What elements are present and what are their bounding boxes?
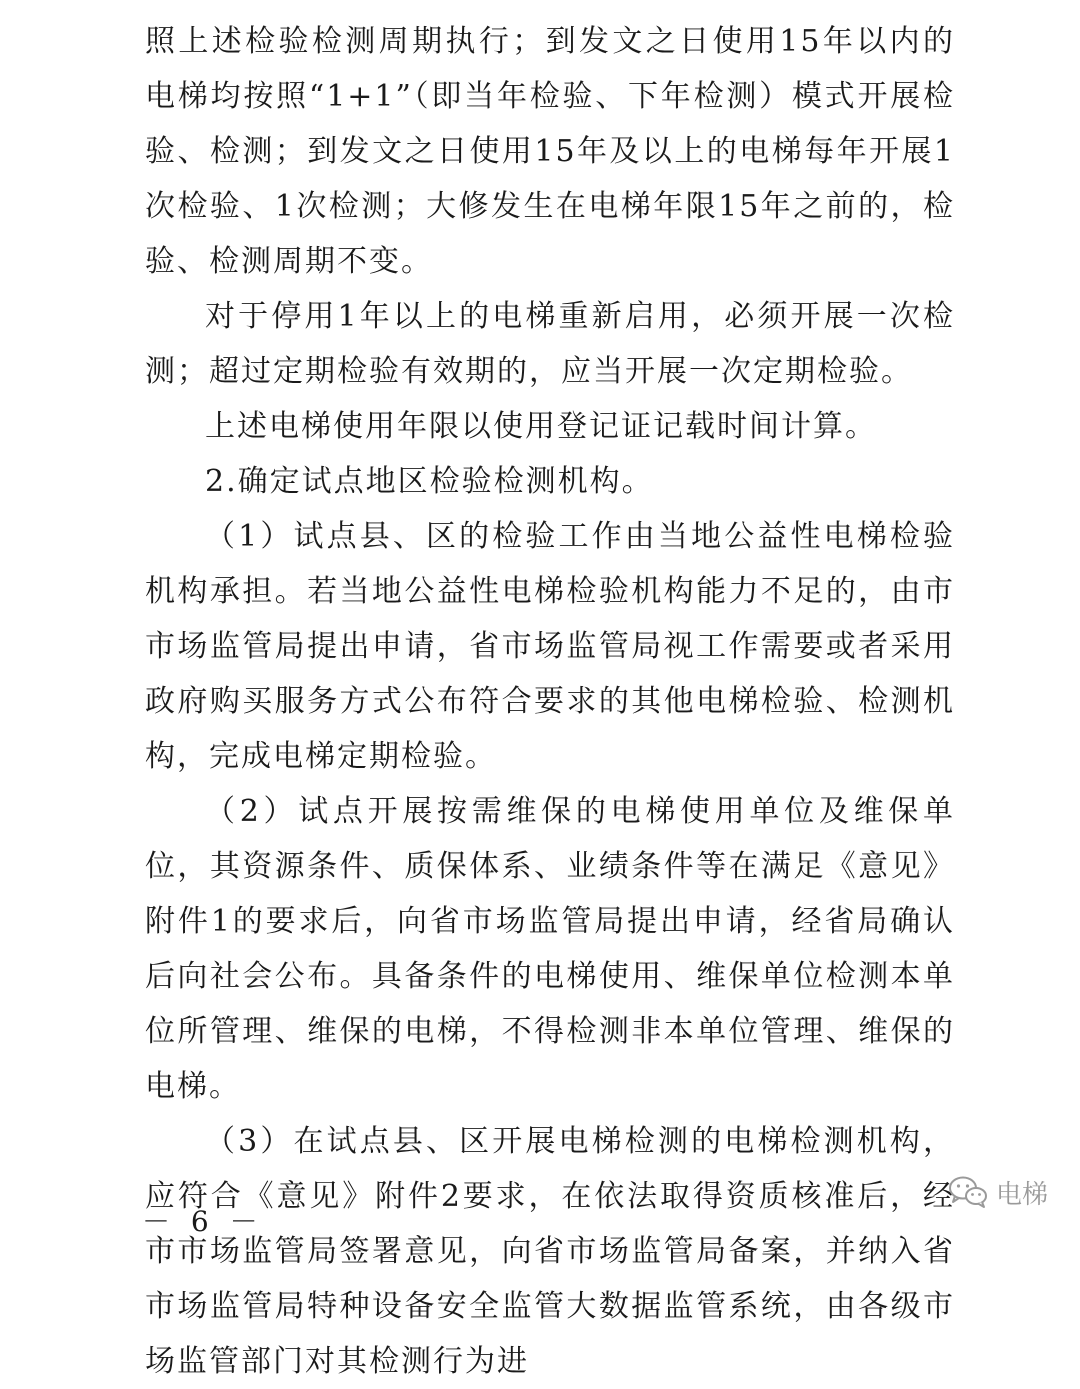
- paragraph-item-2: （2）试点开展按需维保的电梯使用单位及维保单位，其资源条件、质保体系、业绩条件等在满足《意见》附件1的要求后，向省市场监管局提出申请，经省局确认后向社会公布。具备条件的电梯使用、维保单位检测本单位所管理、维保的电梯，不得检测非本单位管理、维保的电梯。: [145, 794, 955, 1104]
- section-heading-institutions: 2.确定试点地区检验检测机构。: [205, 464, 654, 499]
- paragraph-item-1: （1）试点县、区的检验工作由当地公益性电梯检验机构承担。若当地公益性电梯检验机构能力不足的，由市市场监管局提出申请，省市场监管局视工作需要或者采用政府购买服务方式公布符合要求的其他电梯检验、检测机构，完成电梯定期检验。: [145, 519, 955, 774]
- paragraph-item-3: （3）在试点县、区开展电梯检测的电梯检测机构，应符合《意见》附件2要求，在依法取得资质核准后，经市市场监管局签署意见，向省市场监管局备案，并纳入省市场监管局特种设备安全监管大数据监管系统，由各级市场监管部门对其检测行为进: [145, 1124, 955, 1379]
- page-number: － 6 －: [142, 1205, 264, 1238]
- paragraph-inspection-cycle: 照上述检验检测周期执行；到发文之日使用15年以内的电梯均按照“1+1”（即当年检验、下年检测）模式开展检验、检测；到发文之日使用15年及以上的电梯每年开展1次检验、1次检测；大修发生在电梯年限15年之前的，检验、检测周期不变。: [145, 24, 955, 279]
- paragraph-service-years-calculation: 上述电梯使用年限以使用登记证记载时间计算。: [205, 409, 877, 444]
- document-body: [145, 14, 955, 1389]
- wechat-watermark: [948, 1170, 1048, 1214]
- paragraph-restart-after-suspension: 对于停用1年以上的电梯重新启用，必须开展一次检测；超过定期检验有效期的，应当开展一次定期检验。: [145, 299, 955, 389]
- wechat-icon: [948, 1175, 988, 1209]
- watermark-label: 电梯: [995, 1179, 1048, 1210]
